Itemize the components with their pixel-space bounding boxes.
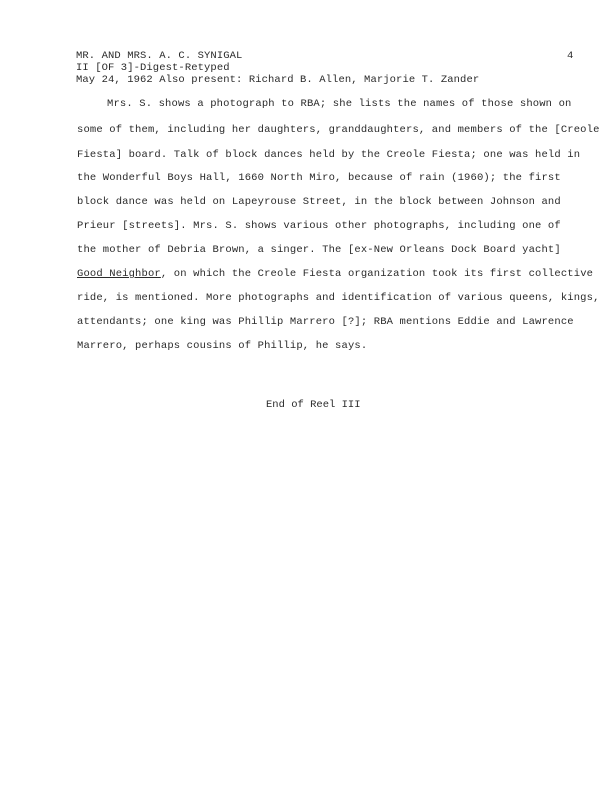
body-line-5: block dance was held on Lapeyrouse Street, in the block between Johnson and [77,196,561,208]
body-line-2: some of them, including her daughters, granddaughters, and members of the [Creole [77,124,600,136]
body-line-1: Mrs. S. shows a photograph to RBA; she lists the names of those shown on [107,98,572,110]
body-line-8 [77,268,593,280]
body-line-8-rest: , on which the Creole Fiesta organization took its first collective [160,268,594,280]
body-line-9: ride, is mentioned. More photographs and identification of various queens, kings, [77,292,600,304]
body-line-4: the Wonderful Boys Hall, 1660 North Miro, because of rain (1960); the first [77,172,561,184]
body-line-7: the mother of Debria Brown, a singer. The [ex-New Orleans Dock Board yacht] [77,244,561,256]
body-line-6: Prieur [streets]. Mrs. S. shows various other photographs, including one of [77,220,561,232]
header-date-present: May 24, 1962 Also present: Richard B. Allen, Marjorie T. Zander [76,74,480,86]
header-names: MR. AND MRS. A. C. SYNIGAL [76,50,243,62]
end-of-reel-note: End of Reel III [266,399,361,411]
page-number: 4 [567,50,574,62]
body-line-3: Fiesta] board. Talk of block dances held by the Creole Fiesta; one was held in [77,149,581,161]
yacht-title: Good Neighbor [77,268,161,280]
body-line-10: attendants; one king was Phillip Marrero [?]; RBA mentions Eddie and Lawrence [77,316,574,328]
header-reel: II [OF 3]-Digest-Retyped [76,62,230,74]
body-line-11: Marrero, perhaps cousins of Phillip, he says. [77,340,368,352]
